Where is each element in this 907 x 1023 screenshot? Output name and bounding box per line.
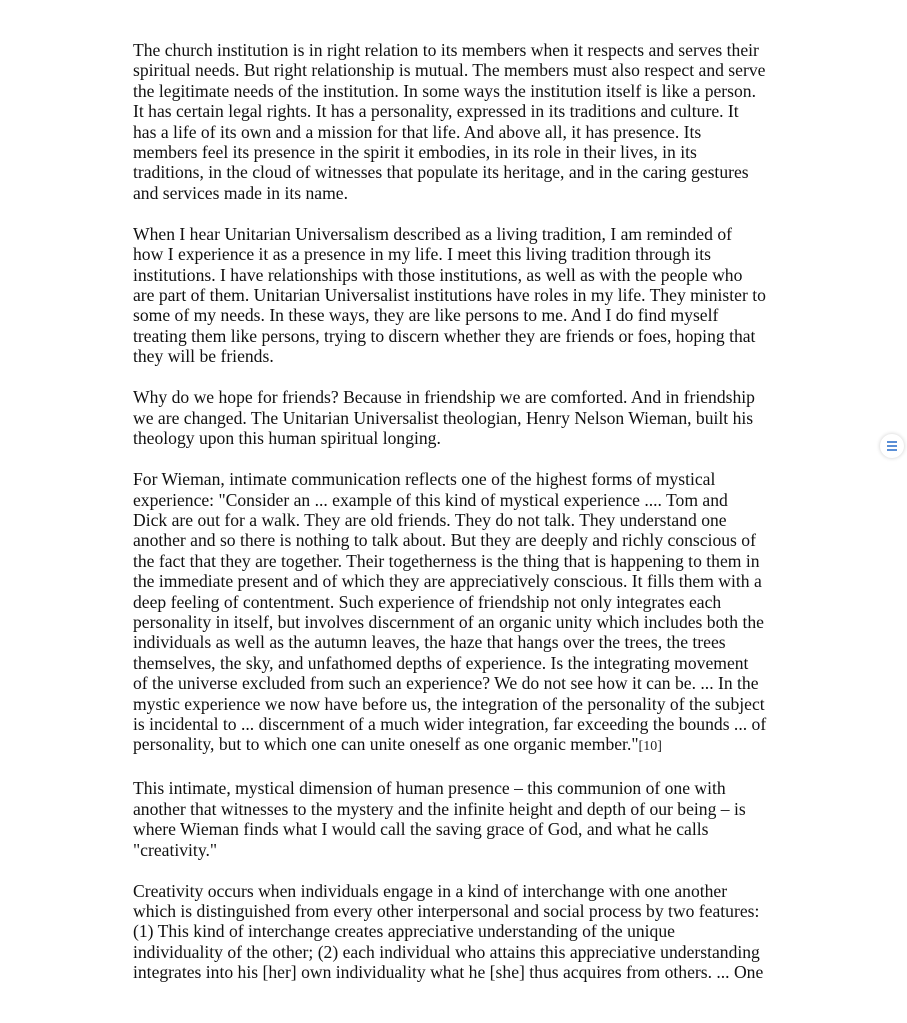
- line-text: spiritual needs. But right relationship is mutual. The members must also respect and serve: [133, 60, 766, 81]
- line-text: the fact that they are together. Their togetherness is the thing that is happening to them in: [133, 550, 760, 571]
- text-line: [133, 734, 833, 757]
- line-text: personality in itself, but involves discernment of an organic unity which includes both the: [133, 611, 764, 632]
- text-line: [133, 142, 833, 162]
- line-text: Why do we hope for friends? Because in friendship we are comforted. And in friendship: [133, 387, 755, 408]
- line-text: Creativity occurs when individuals engage in a kind of interchange with one another: [133, 880, 728, 901]
- line-text: traditions, in the cloud of witnesses that populate its heritage, and in the caring gestures: [133, 162, 749, 183]
- line-text: the immediate present and of which they are appreciatively conscious. It fills them with a: [133, 571, 762, 592]
- text-line: [133, 632, 833, 652]
- line-text: The church institution is in right relation to its members when it respects and serves their: [133, 40, 759, 60]
- text-line: [133, 881, 833, 901]
- line-text: personality, but to which one can unite oneself as one organic member.": [133, 734, 639, 755]
- line-text: mystic experience we now have before us, the integration of the personality of the subject: [133, 693, 765, 714]
- line-text: deep feeling of contentment. Such experience of friendship not only integrates each: [133, 591, 722, 612]
- text-line: [133, 490, 833, 510]
- text-line: [133, 819, 833, 839]
- text-line: [133, 653, 833, 673]
- line-text: individuality of the other; (2) each individual who attains this appreciative understanding: [133, 941, 760, 962]
- line-text: institutions. I have relationships with those institutions, as well as with the people who: [133, 264, 743, 285]
- line-text: which is distinguished from every other interpersonal and social process by two features:: [133, 901, 760, 921]
- line-text: has a life of its own and a mission for that life. And above all, it has presence. Its: [133, 121, 702, 142]
- paragraph: [133, 778, 833, 860]
- line-text: individuals as well as the autumn leaves, the haze that hangs over the trees, the trees: [133, 632, 726, 653]
- text-line: [133, 694, 833, 714]
- text-line: [133, 571, 833, 591]
- text-line: [133, 428, 833, 448]
- line-text: When I hear Unitarian Universalism described as a living tradition, I am reminded of: [133, 223, 732, 244]
- text-line: [133, 285, 833, 305]
- text-line: [133, 714, 833, 734]
- footnote-link[interactable]: [10]: [638, 739, 662, 755]
- text-line: [133, 244, 833, 264]
- line-text: Dick are out for a walk. They are old friends. They do not talk. They understand one: [133, 509, 727, 530]
- line-text: treating them like persons, trying to discern whether they are friends or foes, hoping that: [133, 325, 756, 346]
- paragraph: [133, 224, 833, 367]
- text-line: [133, 183, 833, 203]
- text-line: [133, 469, 833, 489]
- line-text: theology upon this human spiritual longing.: [133, 428, 441, 449]
- text-line: [133, 551, 833, 571]
- paragraph: [133, 469, 833, 758]
- line-text: It has certain legal rights. It has a personality, expressed in its traditions and culture. It: [133, 101, 739, 122]
- text-line: [133, 778, 833, 798]
- text-line: [133, 942, 833, 962]
- text-line: [133, 530, 833, 550]
- line-text: they will be friends.: [133, 346, 274, 367]
- line-text: how I experience it as a presence in my life. I meet this living tradition through its: [133, 244, 711, 265]
- line-text: This intimate, mystical dimension of human presence – this communion of one with: [133, 778, 726, 799]
- menu-button[interactable]: [880, 434, 904, 458]
- text-line: [133, 224, 833, 244]
- text-line: [133, 122, 833, 142]
- text-line: [133, 510, 833, 530]
- text-line: [133, 840, 833, 860]
- text-line: [133, 901, 833, 921]
- text-line: [133, 921, 833, 941]
- line-text: members feel its presence in the spirit it embodies, in its role in their lives, in its: [133, 142, 697, 163]
- paragraph: [133, 40, 833, 203]
- line-text: experience: "Consider an ... example of this kind of mystical experience .... Tom and: [133, 489, 728, 510]
- text-line: [133, 40, 833, 60]
- line-text: For Wieman, intimate communication reflects one of the highest forms of mystical: [133, 469, 716, 490]
- text-line: [133, 612, 833, 632]
- line-text: we are changed. The Unitarian Universalist theologian, Henry Nelson Wieman, built his: [133, 407, 754, 428]
- line-text: the legitimate needs of the institution. In some ways the institution itself is like a person.: [133, 80, 757, 101]
- paragraph: [133, 387, 833, 448]
- text-line: [133, 592, 833, 612]
- paragraph: [133, 881, 833, 983]
- line-text: some of my needs. In these ways, they are like persons to me. And I do find myself: [133, 305, 719, 326]
- text-line: [133, 387, 833, 407]
- line-text: (1) This kind of interchange creates appreciative understanding of the unique: [133, 921, 675, 942]
- text-line: [133, 101, 833, 121]
- line-text: of the universe excluded from such an experience? We do not see how it can be. ... In the: [133, 673, 759, 694]
- text-line: [133, 962, 833, 982]
- line-text: integrates into his [her] own individuality what he [she] thus acquires from others. ... One: [133, 962, 764, 983]
- text-line: [133, 346, 833, 366]
- line-text: where Wieman finds what I would call the saving grace of God, and what he calls: [133, 819, 709, 840]
- line-text: are part of them. Unitarian Universalist institutions have roles in my life. They minister to: [133, 285, 766, 306]
- text-line: [133, 162, 833, 182]
- text-line: [133, 408, 833, 428]
- text-line: [133, 799, 833, 819]
- text-line: [133, 326, 833, 346]
- text-line: [133, 60, 833, 80]
- line-text: another that witnesses to the mystery and the infinite height and depth of our being – is: [133, 798, 746, 819]
- document-body: [133, 40, 833, 1003]
- line-text: themselves, the sky, and unfathomed depths of experience. Is the integrating movement: [133, 652, 749, 673]
- line-text: another and so there is nothing to talk about. But they are deeply and richly conscious of: [133, 530, 756, 551]
- text-line: [133, 673, 833, 693]
- line-text: "creativity.": [133, 839, 218, 860]
- line-text: and services made in its name.: [133, 182, 348, 203]
- text-line: [133, 265, 833, 285]
- text-line: [133, 305, 833, 325]
- text-line: [133, 81, 833, 101]
- line-text: is incidental to ... discernment of a much wider integration, far exceeding the bounds ... of: [133, 713, 767, 734]
